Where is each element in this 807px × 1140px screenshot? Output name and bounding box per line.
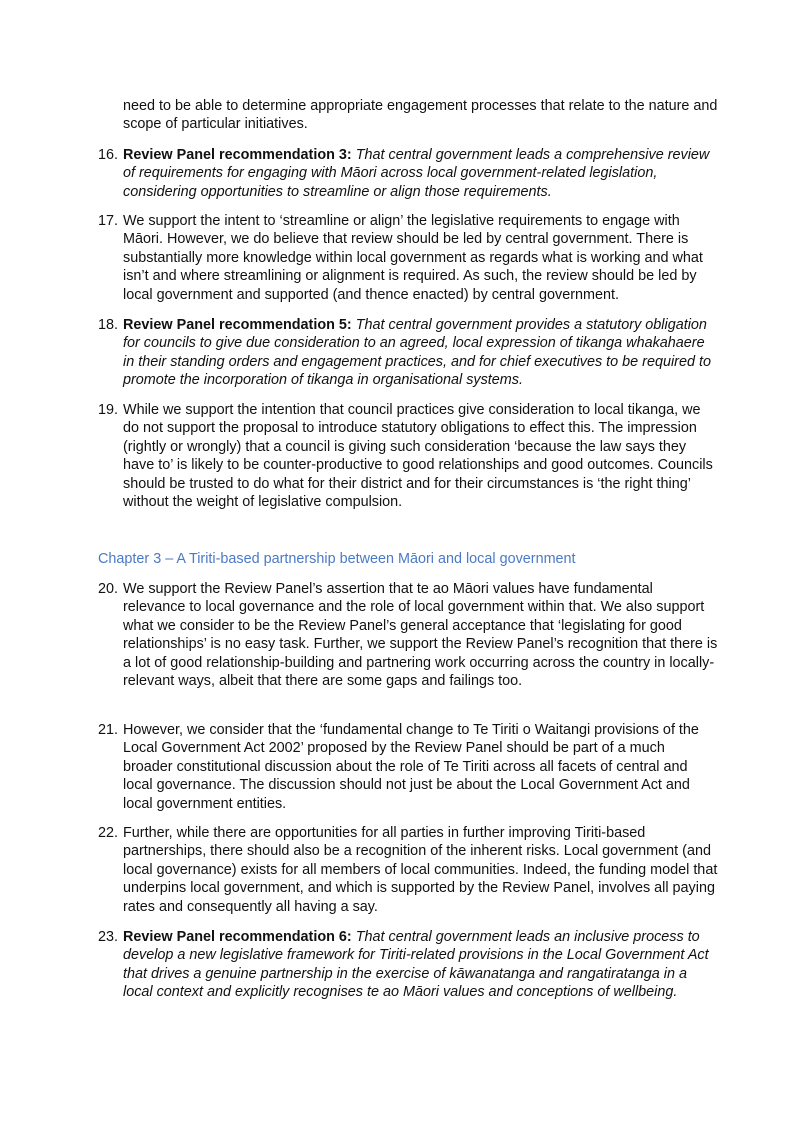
- paragraph-number: 17.: [98, 213, 119, 229]
- paragraph-17: [98, 212, 718, 304]
- recommendation-text: That central government provides a statutory obligation for councils to give due consideration to an agreed, local expression of tikanga whakahaere in their standing orders and engagement practices, and for chief executives to be required to promote the incorporation of tikanga in organisational systems.: [123, 317, 711, 389]
- paragraph-body: [123, 146, 718, 201]
- paragraph-body: [123, 316, 718, 390]
- paragraph-number: 18.: [98, 317, 119, 333]
- paragraph-body: We support the intent to ‘streamline or align’ the legislative requirements to engage with Māori. However, we do believe that review should be led by central government. There is substantially more knowledge within local government as regards what is working and what isn’t and where streamlining or alignment is required. As such, the review should be led by local government and supported (and thence enacted) by central government.: [123, 213, 703, 303]
- paragraph-20: [98, 580, 718, 690]
- recommendation-label: Review Panel recommendation 6:: [123, 929, 352, 945]
- paragraph-body: While we support the intention that council practices give consideration to local tikanga, we do not support the proposal to introduce statutory obligations to effect this. The impression (rightly or wrongly) that a council is giving such consideration ‘because the law says they have to’ is likely to be counter-productive to good relationships and good outcomes. Councils should be trusted to do what for their district and for their circumstances is ‘the right thing’ without the weight of legislative compulsion.: [123, 402, 713, 511]
- paragraph-body: Further, while there are opportunities for all parties in further improving Tiriti-based partnerships, there should also be a recognition of the inherent risks. Local government (and local governance) exists for all members of local communities. Indeed, the funding model that underpins local government, and which is supported by the Review Panel, involves all paying rates and consequently all having a say.: [123, 825, 718, 915]
- recommendation-text: That central government leads a comprehensive review of requirements for engaging with Māori across local government-related legislation, considering opportunities to streamline or align those requirements.: [123, 147, 710, 200]
- paragraph-number: 22.: [98, 825, 119, 841]
- paragraph-19: [98, 401, 718, 511]
- paragraph-body: We support the Review Panel’s assertion that te ao Māori values have fundamental relevance to local governance and the role of local government within that. We also support what we consider to be the Review Panel’s general acceptance that ‘legislating for good relationships’ is no easy task. Further, we support the Review Panel’s recognition that there is a lot of good relationship-building and partnering work occurring across the country in locally-relevant ways, albeit that there are some gaps and failings too.: [123, 581, 718, 690]
- paragraph-16: [98, 146, 718, 201]
- paragraph-number: 20.: [98, 581, 119, 597]
- recommendation-text: That central government leads an inclusive process to develop a new legislative framework for Tiriti-related provisions in the Local Government Act that drives a genuine partnership in the exercise of kāwanatanga and rangatiratanga in a local context and explicitly recognises te ao Māori values and conceptions of wellbeing.: [123, 929, 709, 1001]
- recommendation-label: Review Panel recommendation 5:: [123, 317, 352, 333]
- paragraph-number: 23.: [98, 929, 119, 945]
- paragraph-23: [98, 928, 718, 1002]
- paragraph-number: 21.: [98, 722, 119, 738]
- paragraph-body: [123, 928, 718, 1002]
- paragraph-number: 16.: [98, 147, 119, 163]
- paragraph-number: 19.: [98, 402, 119, 418]
- recommendation-label: Review Panel recommendation 3:: [123, 147, 352, 163]
- paragraph-21: [98, 721, 718, 813]
- continuation-text: need to be able to determine appropriate engagement processes that relate to the nature and scope of particular initiatives.: [123, 98, 718, 133]
- paragraph-body: However, we consider that the ‘fundamental change to Te Tiriti o Waitangi provisions of the Local Government Act 2002’ proposed by the Review Panel should be part of a much broader constitutional discussion about the role of Te Tiriti across all facets of central and local governance. The discussion should not just be about the Local Government Act and local government entities.: [123, 722, 699, 812]
- paragraph-18: [98, 316, 718, 390]
- paragraph-22: [98, 824, 718, 916]
- chapter-heading: Chapter 3 – A Tiriti-based partnership between Māori and local government: [98, 551, 576, 567]
